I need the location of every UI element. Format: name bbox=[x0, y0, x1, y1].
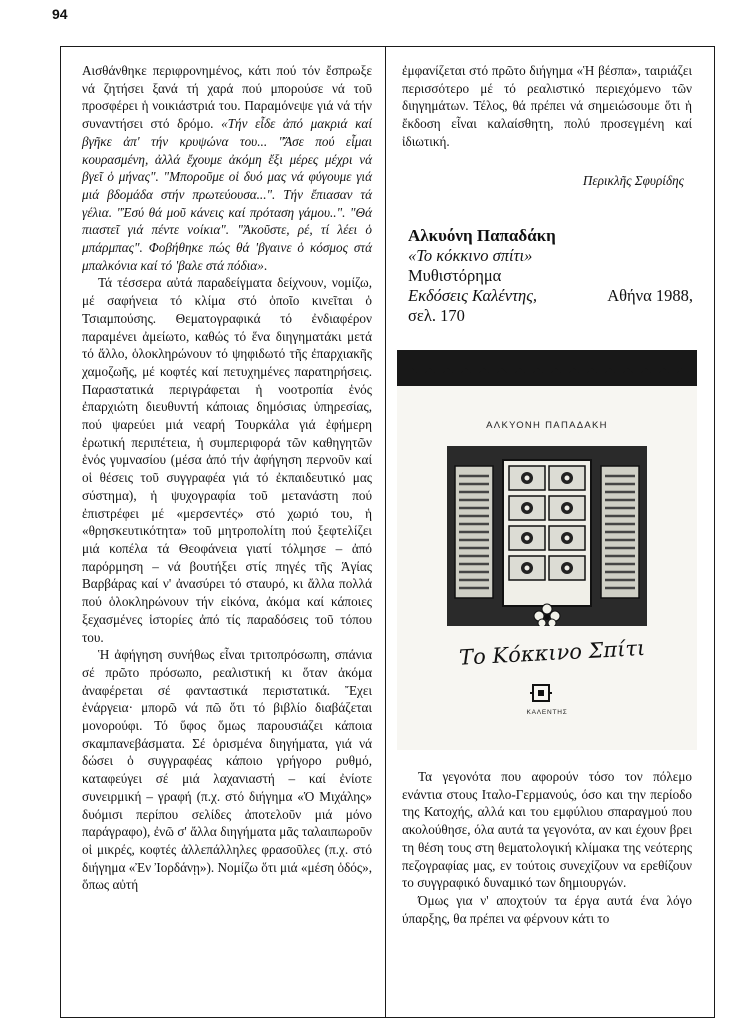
right-column-bottom bbox=[402, 768, 692, 927]
book-author: Αλκυόνη Παπαδάκη bbox=[408, 226, 556, 245]
cover-publisher: ΚΑΛΕΝΤΗΣ bbox=[526, 709, 568, 716]
cover-author: ΑΛΚΥΟΝΗ ΠΑΠΑΔΑΚΗ bbox=[486, 420, 608, 431]
left-paragraph-3 bbox=[82, 646, 372, 894]
book-cover-image bbox=[397, 350, 697, 750]
publisher-logo-icon bbox=[530, 683, 552, 703]
quoted-excerpt: «Τήν εἶδε ἀπό μακριά καί βγῆκε ἀπ' τήν κρυψώνα του... "Ἄσε πού εἶμαι κουρασμένη, ἀλλά ἔχουμε ἀκόμη ἔξι μέρες μέχρι νά βγεῖ ὁ μήνας". "Μποροῦμε οἱ δυό μας νά φύγουμε γιά μιά βδομάδα στήν πρωτεύουσα...". Τήν ἔπιασαν τά γέλια. "Ἐσύ θά μοῦ κάνεις καί πρόταση γάμου..". "Θά πιαστεῖ γιά πέντε νοίκια". "Ἀκοῦστε, ρέ, τί λέει ὁ μπάρμπας". Φοβήθηκε πώς θά 'βγαινε ὁ κόσμος στά μπαλκόνια καί τό 'βαλε στά πόδια» bbox=[82, 116, 372, 273]
book-pages: σελ. 170 bbox=[408, 306, 465, 325]
book-publisher: Εκδόσεις Καλέντης, bbox=[408, 286, 538, 305]
review-signature: Περικλῆς Σφυρίδης bbox=[582, 173, 684, 188]
page-number: 94 bbox=[52, 6, 68, 22]
book-info bbox=[408, 226, 693, 326]
right-column-top bbox=[402, 62, 692, 151]
text-run: Ἡ ἀφήγηση συνήθως εἶναι τριτοπρόσωπη, σπάνια σέ πρῶτο πρόσωπο, ρεαλιστική κι ὅταν ἀκόμα ἀναφέρεται σέ φανταστικά περιστατικά. Ἔχει ἐνάργεια· μπορῶ νά πῶ ὅτι τό βιβλίο διαβάζεται μονορούφι. Τό ὕφος ὅμως παρουσιάζει κάποια σκαμπανεβάσματα. Σέ ὁρισμένα διηγήματα, γιά νά δώσει ὁ συγγραφέας κάποιο γρήγορο ρυθμό, καταφεύγει σέ μιά λαχανιαστή – καί ἐνίοτε συνειρμική – γραφή (π.χ. στό διήγημα «Ὁ Μιχάλης» δυόμισι περίπου σελίδες ἀποτελοῦν μιά μόνο παράγραφο), ἐνῶ σ' ἄλλα διηγήματα μᾶς ταλαιπωροῦν οἱ μικρές, κοφτές ἀλλεπάλληλες φρασοῦλες (π.χ. στό διήγημα «Ἐν Ἰορδάνῃ»). Νομίζω ὅτι μιά «μέση ὁδός», ὅπως αὐτή bbox=[82, 647, 372, 893]
book-city-year: Αθήνα 1988, bbox=[607, 286, 693, 305]
book-title: «Το κόκκινο σπίτι» bbox=[408, 246, 533, 265]
left-paragraph-2 bbox=[82, 274, 372, 646]
window-illustration bbox=[447, 446, 647, 626]
left-paragraph-1 bbox=[82, 62, 372, 274]
publication-line bbox=[408, 286, 693, 306]
text-run: Αισθάνθηκε περιφρονημένος, κάτι πού τόν ἔσπρωξε νά ζητήσει ξανά τή χαρά πού μπορούσε νά τοῦ προσφέρει ἡ νοικιάστριά του. Παραμόνεψε γιά νά τήν συναντήσει στό δρόμο. bbox=[82, 63, 372, 132]
column-divider bbox=[385, 46, 386, 1018]
text-run: Τά τέσσερα αὐτά παραδείγματα δείχνουν, νομίζω, μέ σαφήνεια τό κλίμα στό ὁποῖο κινεῖται ὁ Τσιαμπούσης. Θεματογραφικά τό ἐνδιαφέρον παραμένει ἀμείωτο, καθώς τό ἕνα διηγηματάκι μετά τό ἄλλο, ὁλοκληρώνουν τό ψηφιδωτό τῆς ἐπαρχιακῆς χαμοζωῆς, μέ κοφτές καί πετυχημένες παρατηρήσεις. Παραστατικά περιγράφεται ἡ νοοτροπία ἑνός ἐπαρχιώτη διευθυντή κάποιας δημόσιας ὑπηρεσίας, πού ψαρεύει μιά νεαρή Τουρκάλα γιά ἐφήμερη ἐρωτική περιπέτεια, ἡ συμπεριφορά τῶν καθηγητῶν ἑνός γυμνασίου (μέσα ἀπό τήν ἀφήγηση περνοῦν καί οἱ θέσεις τοῦ συγγραφέα γιά τό ἐκπαιδευτικό μας σύστημα), ἡ ψυχογραφία τοῦ μετανάστη πού ἐπιστρέφει μέ «μερσεντές» στό χωριό του, ἡ «θρησκευτικότητα» τοῦ μητροπολίτη πού ξεφτελίζει μιά κοπέλα τά Θεοφάνεια γιατί τόλμησε – ἀπό παρόρμηση – νά βουτήξει στίς πηγές τῆς Ἁγίας Βαρβάρας καί ν' ἀνασύρει τό σταυρό, κι ἄλλα πολλά πού ὁλοκληρώνουν τήν εἰκόνα, ἀκόμα καί κάποιες ξεχασμένες ἱστορίες ἀπό τίς παραδόσεις τοῦ τόπου του. bbox=[82, 275, 372, 645]
text-run: . bbox=[263, 257, 268, 273]
right-top-paragraph: ἐμφανίζεται στό πρῶτο διήγημα «Ἡ βέσπα», ταιριάζει περισσότερο μέ τό ρεαλιστικό περιεχόμενο τῶν διηγημάτων. Τέλος, θά πρέπει νά σημειώσουμε ὅτι ἡ ἔκδοση εἶναι καλαίσθητη, πολύ προσεγμένη καί ἰδιωτική. bbox=[402, 63, 692, 149]
left-column bbox=[82, 62, 372, 894]
book-genre: Μυθιστόρημα bbox=[408, 266, 502, 285]
right-bottom-paragraph-1: Τα γεγονότα που αφορούν τόσο τον πόλεμο ενάντια στους Ιταλο-Γερμανούς, όσο και την περίοδο της Κατοχής, αλλά και του εμφύλιου σπαραγμού που ακολούθησε, όλα αυτά τα γεγονότα, αν και έχουν βρει τη θέση τους στη θεματολογική κλίμακα της νεότερης πεζογραφίας μας, εν τούτοις συνεχίζουν να ερεθίζουν το συγγραφικό δυναμικό των δημιουργών. bbox=[402, 769, 692, 891]
cover-zigzag-border bbox=[397, 350, 697, 386]
cover-handwritten-title: Το Κόκκινο Σπίτι bbox=[458, 636, 646, 670]
right-bottom-paragraph-2: Όμως για ν' αποχτούν τα έργα αυτά ένα λόγο ύπαρξης, θα πρέπει να φέρνουν κάτι το bbox=[402, 892, 692, 926]
